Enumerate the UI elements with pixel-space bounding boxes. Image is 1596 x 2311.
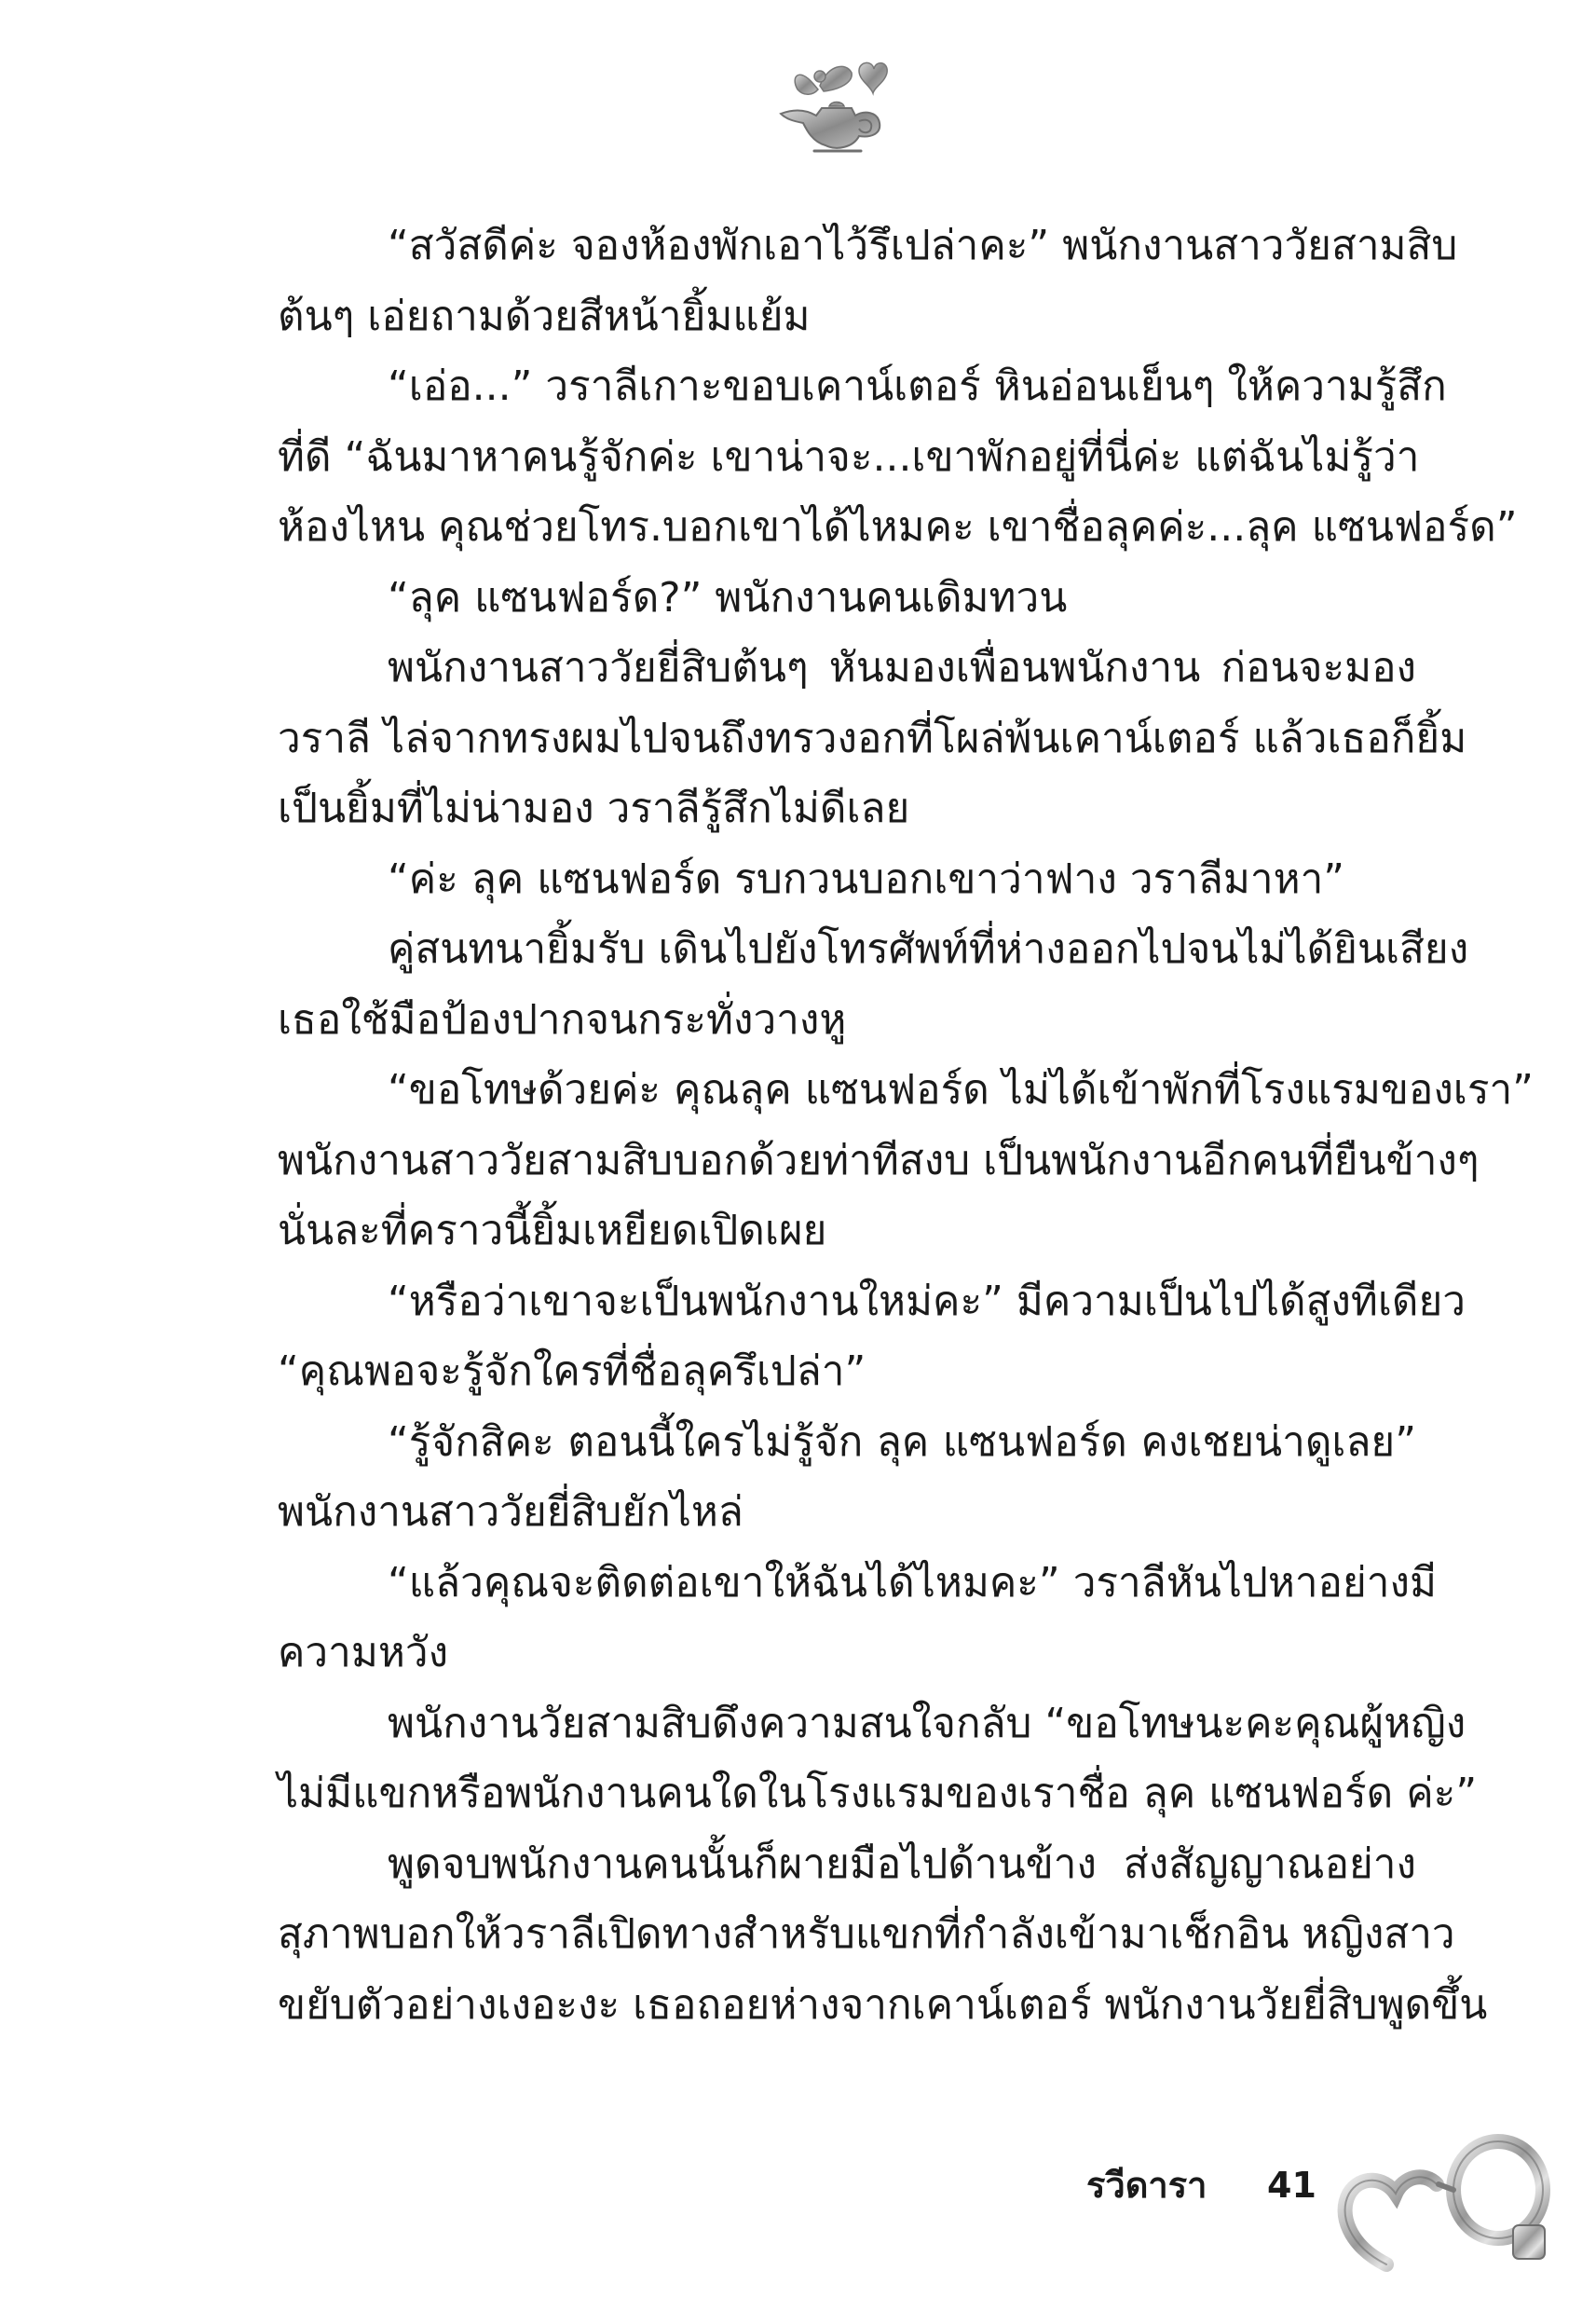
handcuffs-heart-icon [1330, 2125, 1563, 2274]
text-line: วราลี ไล่จากทรงผมไปจนถึงทรวงอกที่โผล่พ้นเคาน์เตอร์ แล้วเธอก็ยิ้ม [278, 714, 1467, 762]
text-line: “แล้วคุณจะติดต่อเขาให้ฉันได้ไหมคะ” วราลีหันไปหาอย่างมี [388, 1558, 1437, 1607]
text-line: “เอ่อ...” วราลีเกาะขอบเคาน์เตอร์ หินอ่อนเย็นๆ ให้ความรู้สึก [388, 362, 1447, 410]
text-line: “สวัสดีค่ะ จองห้องพักเอาไว้รึเปล่าคะ” พนักงานสาววัยสามสิบ [388, 222, 1458, 269]
text-line: ขยับตัวอย่างเงอะงะ เธอถอยห่างจากเคาน์เตอร์ พนักงานวัยยี่สิบพูดขึ้น [278, 1980, 1488, 2029]
text-line: พนักงานวัยสามสิบดึงความสนใจกลับ “ขอโทษนะคะคุณผู้หญิง [388, 1699, 1466, 1747]
text-line: “ลุค แซนฟอร์ด?” พนักงานคนเดิมทวน [388, 573, 1068, 622]
text-line: สุภาพบอกให้วราลีเปิดทางสำหรับแขกที่กำลังเข้ามาเช็กอิน หญิงสาว [278, 1910, 1455, 1958]
text-line: เป็นยิ้มที่ไม่น่ามอง วราลีรู้สึกไม่ดีเลย [278, 785, 910, 832]
text-line: ความหวัง [278, 1629, 449, 1676]
text-line: ที่ดี “ฉันมาหาคนรู้จักค่ะ เขาน่าจะ...เขาพักอยู่ที่นี่ค่ะ แต่ฉันไม่รู้ว่า [278, 432, 1420, 481]
text-line: ห้องไหน คุณช่วยโทร.บอกเขาได้ไหมคะ เขาชื่อลุคค่ะ...ลุค แซนฟอร์ด” [278, 503, 1518, 551]
text-line: พนักงานสาววัยสามสิบบอกด้วยท่าทีสงบ เป็นพนักงานอีกคนที่ยืนข้างๆ [278, 1136, 1480, 1184]
text-line: พูดจบพนักงานคนนั้นก็ผายมือไปด้านข้าง ส่งสัญญาณอย่าง [388, 1839, 1416, 1888]
text-line: “ค่ะ ลุค แซนฟอร์ด รบกวนบอกเขาว่าฟาง วราลีมาหา” [388, 855, 1345, 903]
page-number: 41 [1267, 2165, 1316, 2206]
text-line: “ขอโทษด้วยค่ะ คุณลุค แซนฟอร์ด ไม่ได้เข้าพักที่โรงแรมของเรา” [388, 1066, 1534, 1114]
text-line: เธอใช้มือป้องปากจนกระทั่งวางหู [278, 995, 847, 1044]
text-line: “หรือว่าเขาจะเป็นพนักงานใหม่คะ” มีความเป็นไปได้สูงทีเดียว [388, 1277, 1466, 1325]
teapot-cupid-icon [762, 48, 902, 160]
text-line: “คุณพอจะรู้จักใครที่ชื่อลุครึเปล่า” [278, 1347, 866, 1395]
text-line: พนักงานสาววัยยี่สิบต้นๆ หันมองเพื่อนพนักงาน ก่อนจะมอง [388, 644, 1416, 691]
page-footer [0, 2153, 1596, 2292]
body-text [278, 211, 1534, 2040]
text-line: “รู้จักสิคะ ตอนนี้ใครไม่รู้จัก ลุค แซนฟอร์ด คงเชยน่าดูเลย” [388, 1417, 1416, 1466]
book-title: รวีดารา [1086, 2165, 1207, 2206]
text-line: นั่นละที่คราวนี้ยิ้มเหยียดเปิดเผย [278, 1207, 827, 1254]
text-line: ต้นๆ เอ่ยถามด้วยสีหน้ายิ้มแย้ม [278, 292, 811, 340]
text-line: คู่สนทนายิ้มรับ เดินไปยังโทรศัพท์ที่ห่างออกไปจนไม่ได้ยินเสียง [388, 925, 1469, 973]
text-line: พนักงานสาววัยยี่สิบยักไหล่ [278, 1488, 743, 1536]
text-line: ไม่มีแขกหรือพนักงานคนใดในโรงแรมของเราชื่อ ลุค แซนฟอร์ด ค่ะ” [278, 1770, 1478, 1817]
